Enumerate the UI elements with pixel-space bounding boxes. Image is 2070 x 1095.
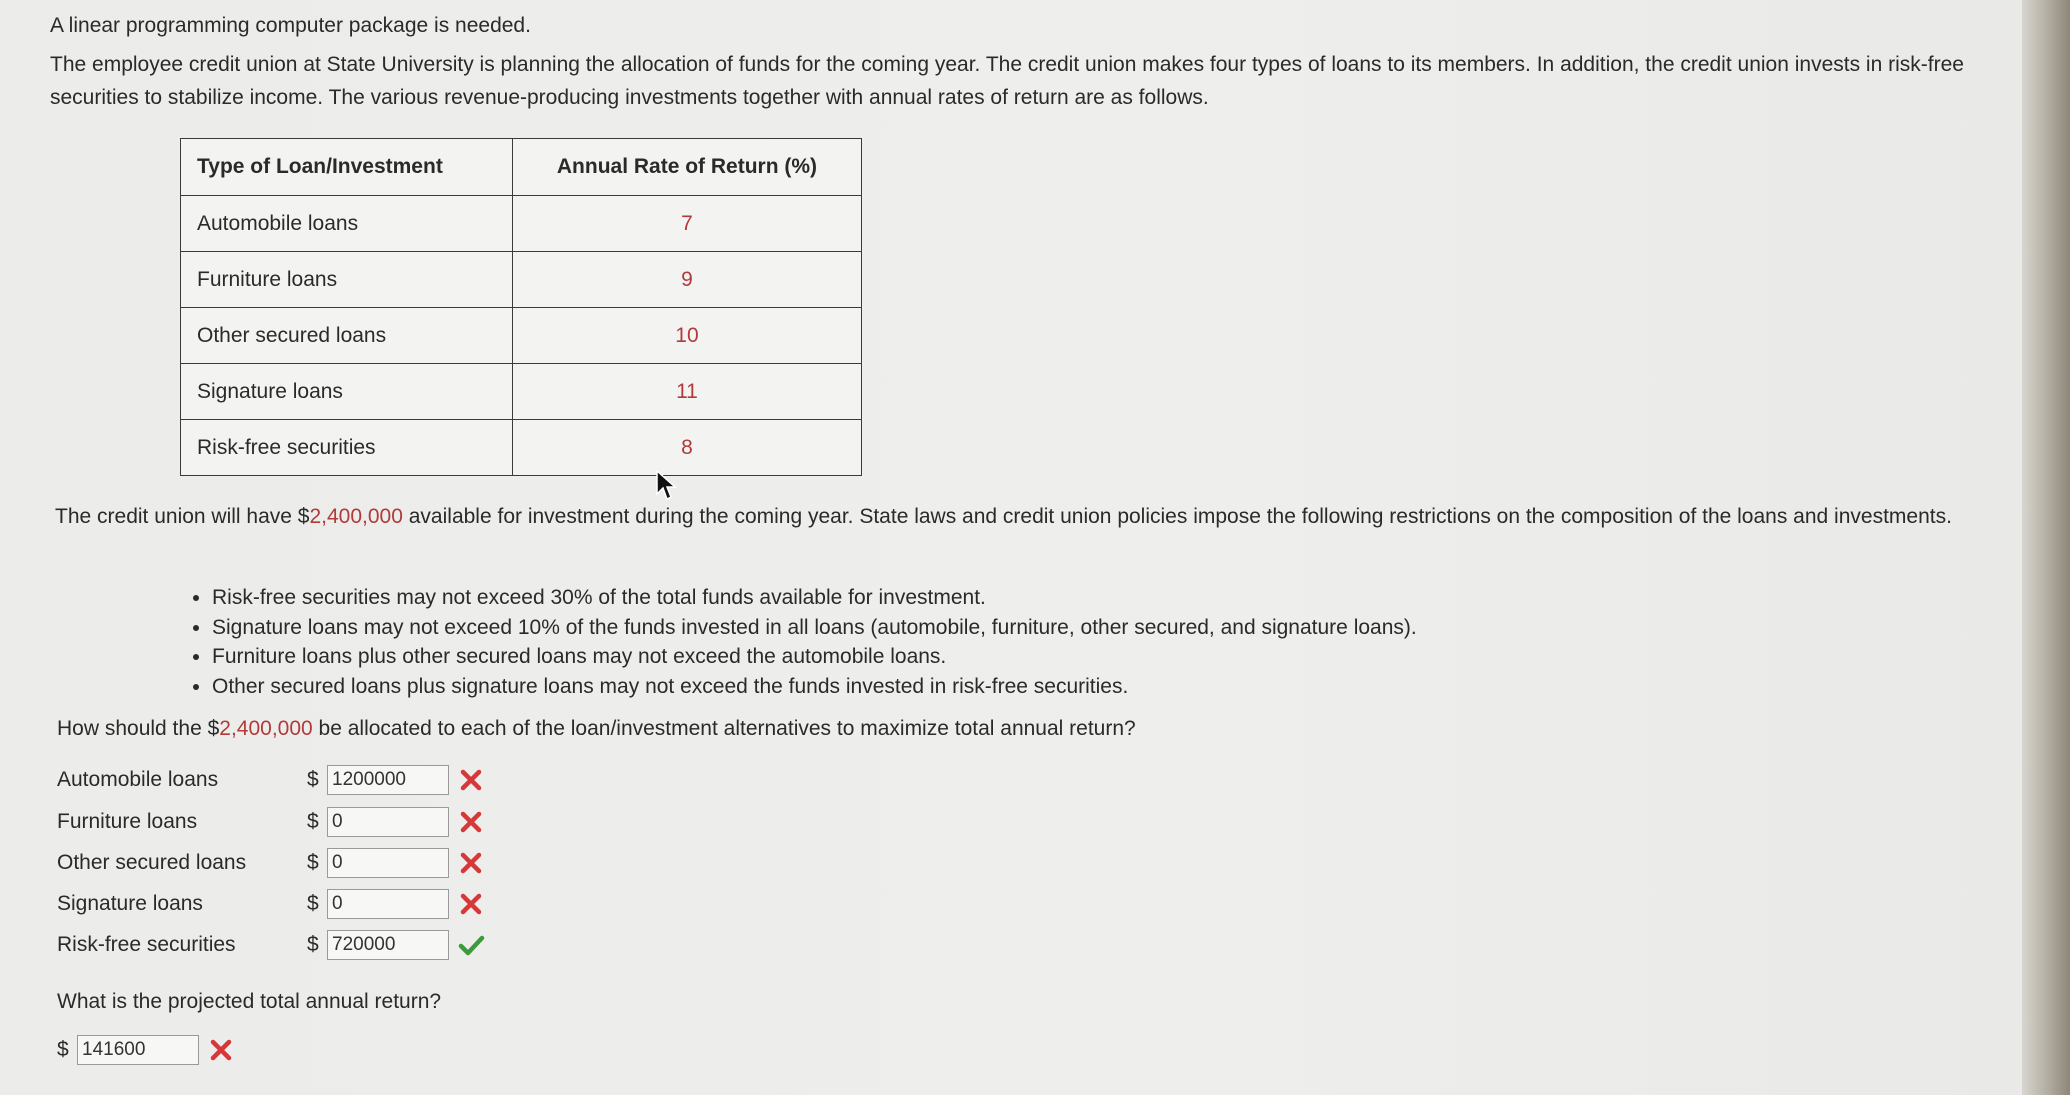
allocation-label: Signature loans <box>57 892 203 915</box>
table-header-row <box>181 139 862 196</box>
automobile-loans-input[interactable] <box>327 765 449 795</box>
rates-table <box>180 138 862 476</box>
allocation-row-other-secured <box>57 846 485 880</box>
list-item: • Signature loans may not exceed 10% of the funds invested in all loans (automobile, furniture, other secured, and signature loans). <box>212 613 1417 643</box>
allocation-label: Risk-free securities <box>57 933 236 956</box>
rate-cell: 10 <box>512 308 861 364</box>
total-return-input[interactable] <box>77 1035 199 1065</box>
allocation-row-furniture <box>57 805 485 839</box>
currency-symbol: $ <box>307 810 319 833</box>
list-item: • Furniture loans plus other secured loans may not exceed the automobile loans. <box>212 642 1417 672</box>
question-amount: 2,400,000 <box>219 717 313 740</box>
loan-type-cell: Automobile loans <box>181 196 513 252</box>
allocation-label: Furniture loans <box>57 810 198 833</box>
funds-paragraph <box>55 500 2005 533</box>
allocation-row-automobile <box>57 763 485 797</box>
rate-cell: 8 <box>512 420 861 476</box>
signature-loans-input[interactable] <box>327 889 449 919</box>
loan-type-cell: Furniture loans <box>181 252 513 308</box>
allocation-label: Other secured loans <box>57 851 247 874</box>
funds-amount: 2,400,000 <box>309 505 403 528</box>
funds-text-after: available for investment during the coming year. State laws and credit union policies impose the following restrictions on the composition of the loans and investments. <box>402 505 1952 528</box>
incorrect-x-icon <box>457 766 485 794</box>
list-item: • Risk-free securities may not exceed 30% of the total funds available for investment. <box>212 583 1417 613</box>
restrictions-list <box>190 583 1417 701</box>
loan-type-cell: Other secured loans <box>181 308 513 364</box>
funds-text-before: The credit union will have $ <box>55 505 310 528</box>
loan-type-cell: Signature loans <box>181 364 513 420</box>
total-return-question: What is the projected total annual return? <box>57 990 442 1013</box>
allocation-label: Automobile loans <box>57 768 219 791</box>
currency-symbol: $ <box>307 933 319 956</box>
incorrect-x-icon <box>457 849 485 877</box>
other-secured-loans-input[interactable] <box>327 848 449 878</box>
table-row <box>181 252 862 308</box>
allocation-row-signature <box>57 887 485 921</box>
furniture-loans-input[interactable] <box>327 807 449 837</box>
currency-symbol: $ <box>307 851 319 874</box>
loan-type-cell: Risk-free securities <box>181 420 513 476</box>
incorrect-x-icon <box>457 890 485 918</box>
screen-edge <box>2022 0 2070 1095</box>
currency-symbol: $ <box>307 768 319 791</box>
currency-symbol: $ <box>307 892 319 915</box>
incorrect-x-icon <box>207 1036 235 1064</box>
mouse-pointer-icon <box>655 470 679 502</box>
correct-check-icon <box>457 931 485 959</box>
list-item: • Other secured loans plus signature loans may not exceed the funds invested in risk-free securities. <box>212 672 1417 702</box>
rate-cell: 11 <box>512 364 861 420</box>
table-row <box>181 196 862 252</box>
rate-cell: 9 <box>512 252 861 308</box>
rate-cell: 7 <box>512 196 861 252</box>
table-row <box>181 364 862 420</box>
table-row <box>181 420 862 476</box>
question-text-after: be allocated to each of the loan/investment alternatives to maximize total annual return? <box>312 717 1136 740</box>
intro-text: A linear programming computer package is needed. <box>50 14 531 37</box>
question-text-before: How should the $ <box>57 717 220 740</box>
problem-description: The employee credit union at State University is planning the allocation of funds for the coming year. The credit union makes four types of loans to its members. In addition, the credit union invests in risk-free securities to stabilize income. The various revenue-producing investments together with annual rates of return are as follows. <box>50 53 1964 109</box>
column-header-rate: Annual Rate of Return (%) <box>512 139 861 196</box>
column-header-type: Type of Loan/Investment <box>181 139 513 196</box>
table-row <box>181 308 862 364</box>
currency-symbol: $ <box>57 1038 69 1061</box>
incorrect-x-icon <box>457 808 485 836</box>
risk-free-securities-input[interactable] <box>327 930 449 960</box>
allocation-question <box>57 717 1136 741</box>
allocation-row-risk-free <box>57 928 485 962</box>
total-return-row <box>57 1033 235 1067</box>
